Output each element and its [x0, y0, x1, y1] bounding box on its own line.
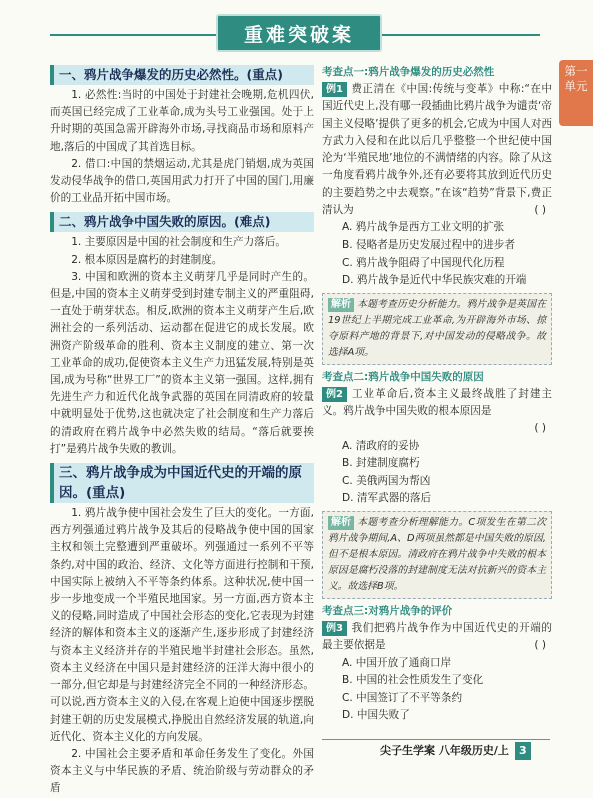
page-footer	[380, 742, 550, 760]
answer-bracket: ( )	[534, 639, 546, 652]
section-heading-3: 三、鸦片战争成为中国近代史的开端的原因。(重点)	[50, 463, 314, 503]
option: A. 鸦片战争是西方工业文明的扩张	[342, 221, 505, 234]
option: D. 鸦片战争是近代中华民族灾难的开端	[342, 274, 527, 287]
paragraph: 2. 借口:中国的禁烟运动,尤其是虎门销烟,成为英国发动侵华战争的借口,英国用武力打开了中国的国门,用廉价的工业品开拓中国市场。	[50, 157, 314, 205]
section-heading-2: 二、鸦片战争中国失败的原因。(难点)	[50, 212, 314, 232]
paragraph: 1. 鸦片战争使中国社会发生了巨大的变化。一方面,西方列强通过鸦片战争及其后的侵略战争使中国的国家主权和领土完整遭到严重破坏。列强通过一系列不平等条约,对中国的政治、经济、文化等方面进行控制和干预,中国实际上被纳入不平等条约体系。这种状况,使中国一步一步地变成一个半殖民地国家。另一方面,西方资本主义的侵略,同时造成了中国社会形态的变化,它表现为封建经济的解体和资本主义的逐渐产生,逐步形成了封建经济与资本主义经济并存的半殖民地半封建社会形态。虽然,资本主义经济在中国只是封建经济的汪洋大海中很小的一部分,但它却是与封建经济完全不同的一种经济形态。可以说,西方资本主义的入侵,在客观上迫使中国逐步摆脱封建王朝的历史发展模式,挣脱出自然经济发展的轨道,向近代化、资本主义化的方向发展。	[50, 507, 314, 743]
paragraph: 3. 中国和欧洲的资本主义萌芽几乎是同时产生的。但是,中国的资本主义萌芽受到封建专制主义的严重阻碍,一直处于萌芽状态。相反,欧洲的资本主义萌芽产生后,欧洲社会的一系列活动、运动都在促进它的成长发展。欧洲资产阶级革命的胜利、资本主义制度的建立、第一次工业革命的成功,促使资本主义生产力迅猛发展,特别是英国,成为号称“世界工厂”的资本主义第一强国。这样,拥有先进生产力和近代化战争武器的英国在同清政府的较量中就明显处于优势,这也就决定了社会制度和生产力落后的清政府在鸦片战争中必然失败的结局。“落后就要挨打”是鸦片战争失败的教训。	[50, 270, 314, 455]
option: D. 清军武器的落后	[342, 492, 432, 505]
option: B. 中国的社会性质发生了变化	[342, 674, 484, 687]
page-banner: 重难突破案	[216, 14, 382, 52]
answer-bracket-row	[322, 420, 552, 437]
paragraph: 2. 中国社会主要矛盾和革命任务发生了变化。外国资本主义与中华民族的矛盾、统治阶级与劳动群众的矛盾	[50, 747, 314, 795]
footer-divider	[322, 739, 550, 740]
unit-side-tab: 第一单元	[559, 60, 593, 126]
answer-bracket: ( )	[534, 422, 546, 435]
question-text: 我们把鸦片战争作为中国近代史的开端的最主要依据是	[322, 622, 552, 652]
example-question	[322, 386, 552, 421]
option: C. 中国签订了不平等条约	[342, 691, 463, 704]
page-number: 3	[515, 742, 531, 760]
example-question	[322, 81, 552, 219]
exam-point-heading: 考查点一:鸦片战争爆发的历史必然性	[322, 66, 495, 78]
example-question	[322, 620, 552, 655]
option: A. 中国开放了通商口岸	[342, 656, 452, 669]
left-column	[50, 60, 314, 795]
analysis-tag: 解析	[328, 516, 354, 530]
exam-point-heading: 考查点二:鸦片战争中国失败的原因	[322, 370, 484, 383]
answer-bracket: ( )	[534, 204, 546, 217]
option: C. 美俄两国为帮凶	[342, 474, 431, 487]
footer-label: 尖子生学案 八年级历史/上	[380, 744, 509, 757]
banner-line-right	[382, 34, 540, 36]
question-text: 费正清在《中国:传统与变革》中称:“在中国近代史上,没有哪一段插曲比鸦片战争为谴责‘帝国主义侵略’提供了更多的机会,它成为中国人对西方武力入侵和在此以后几乎整整一个世纪使中国沦为‘半殖民地’地位的不满情绪的内容。除了从这一角度看鸦片战争外,还有必要将其放到近代历史的主要趋势之中去观察。”在该“趋势”背景下,费正清认为	[322, 83, 552, 217]
example-tag: 例3	[322, 621, 347, 636]
paragraph: 1. 主要原因是中国的社会制度和生产力落后。	[71, 236, 286, 249]
option: B. 封建制度腐朽	[342, 457, 420, 470]
example-tag: 例2	[322, 387, 347, 402]
option: B. 侵略者是历史发展过程中的进步者	[342, 238, 515, 251]
analysis-text: 本题考查分析理解能力。C项发生在第二次鸦片战争期间,A、D两项虽然都是中国失败的原因,但不是根本原因。清政府在鸦片战争中失败的根本原因是腐朽没落的封建制度无法对抗新兴的资本主义。故选择B项。	[328, 517, 546, 593]
option: D. 中国失败了	[342, 709, 410, 722]
question-text: 工业革命后,资本主义最终战胜了封建主义。鸦片战争中国失败的根本原因是	[322, 387, 552, 418]
banner-line-left	[50, 34, 216, 36]
paragraph: 1. 必然性:当时的中国处于封建社会晚期,危机四伏,而英国已经完成了工业革命,成为头号工业强国。处于上升时期的英国急需开辟海外市场,寻找商品市场和原料产地,落后的中国成了其首选目标。	[50, 89, 314, 153]
analysis-box	[322, 293, 552, 365]
exam-point-heading: 考查点三:对鸦片战争的评价	[322, 605, 453, 618]
analysis-text: 本题考查历史分析能力。鸦片战争是英国在19世纪上半期完成工业革命,为开辟海外市场、掠夺原料产地的背景下,对中国发动的侵略战争。故选择A项。	[328, 298, 546, 358]
option: A. 清政府的妥协	[342, 439, 420, 452]
section-heading-1: 一、鸦片战争爆发的历史必然性。(重点)	[50, 65, 314, 85]
analysis-tag: 解析	[328, 298, 354, 312]
analysis-box	[322, 511, 552, 599]
paragraph: 2. 根本原因是腐朽的封建制度。	[71, 253, 223, 266]
right-column	[322, 60, 552, 750]
option: C. 鸦片战争阻碍了中国现代化历程	[342, 256, 505, 269]
example-tag: 例1	[322, 82, 347, 97]
